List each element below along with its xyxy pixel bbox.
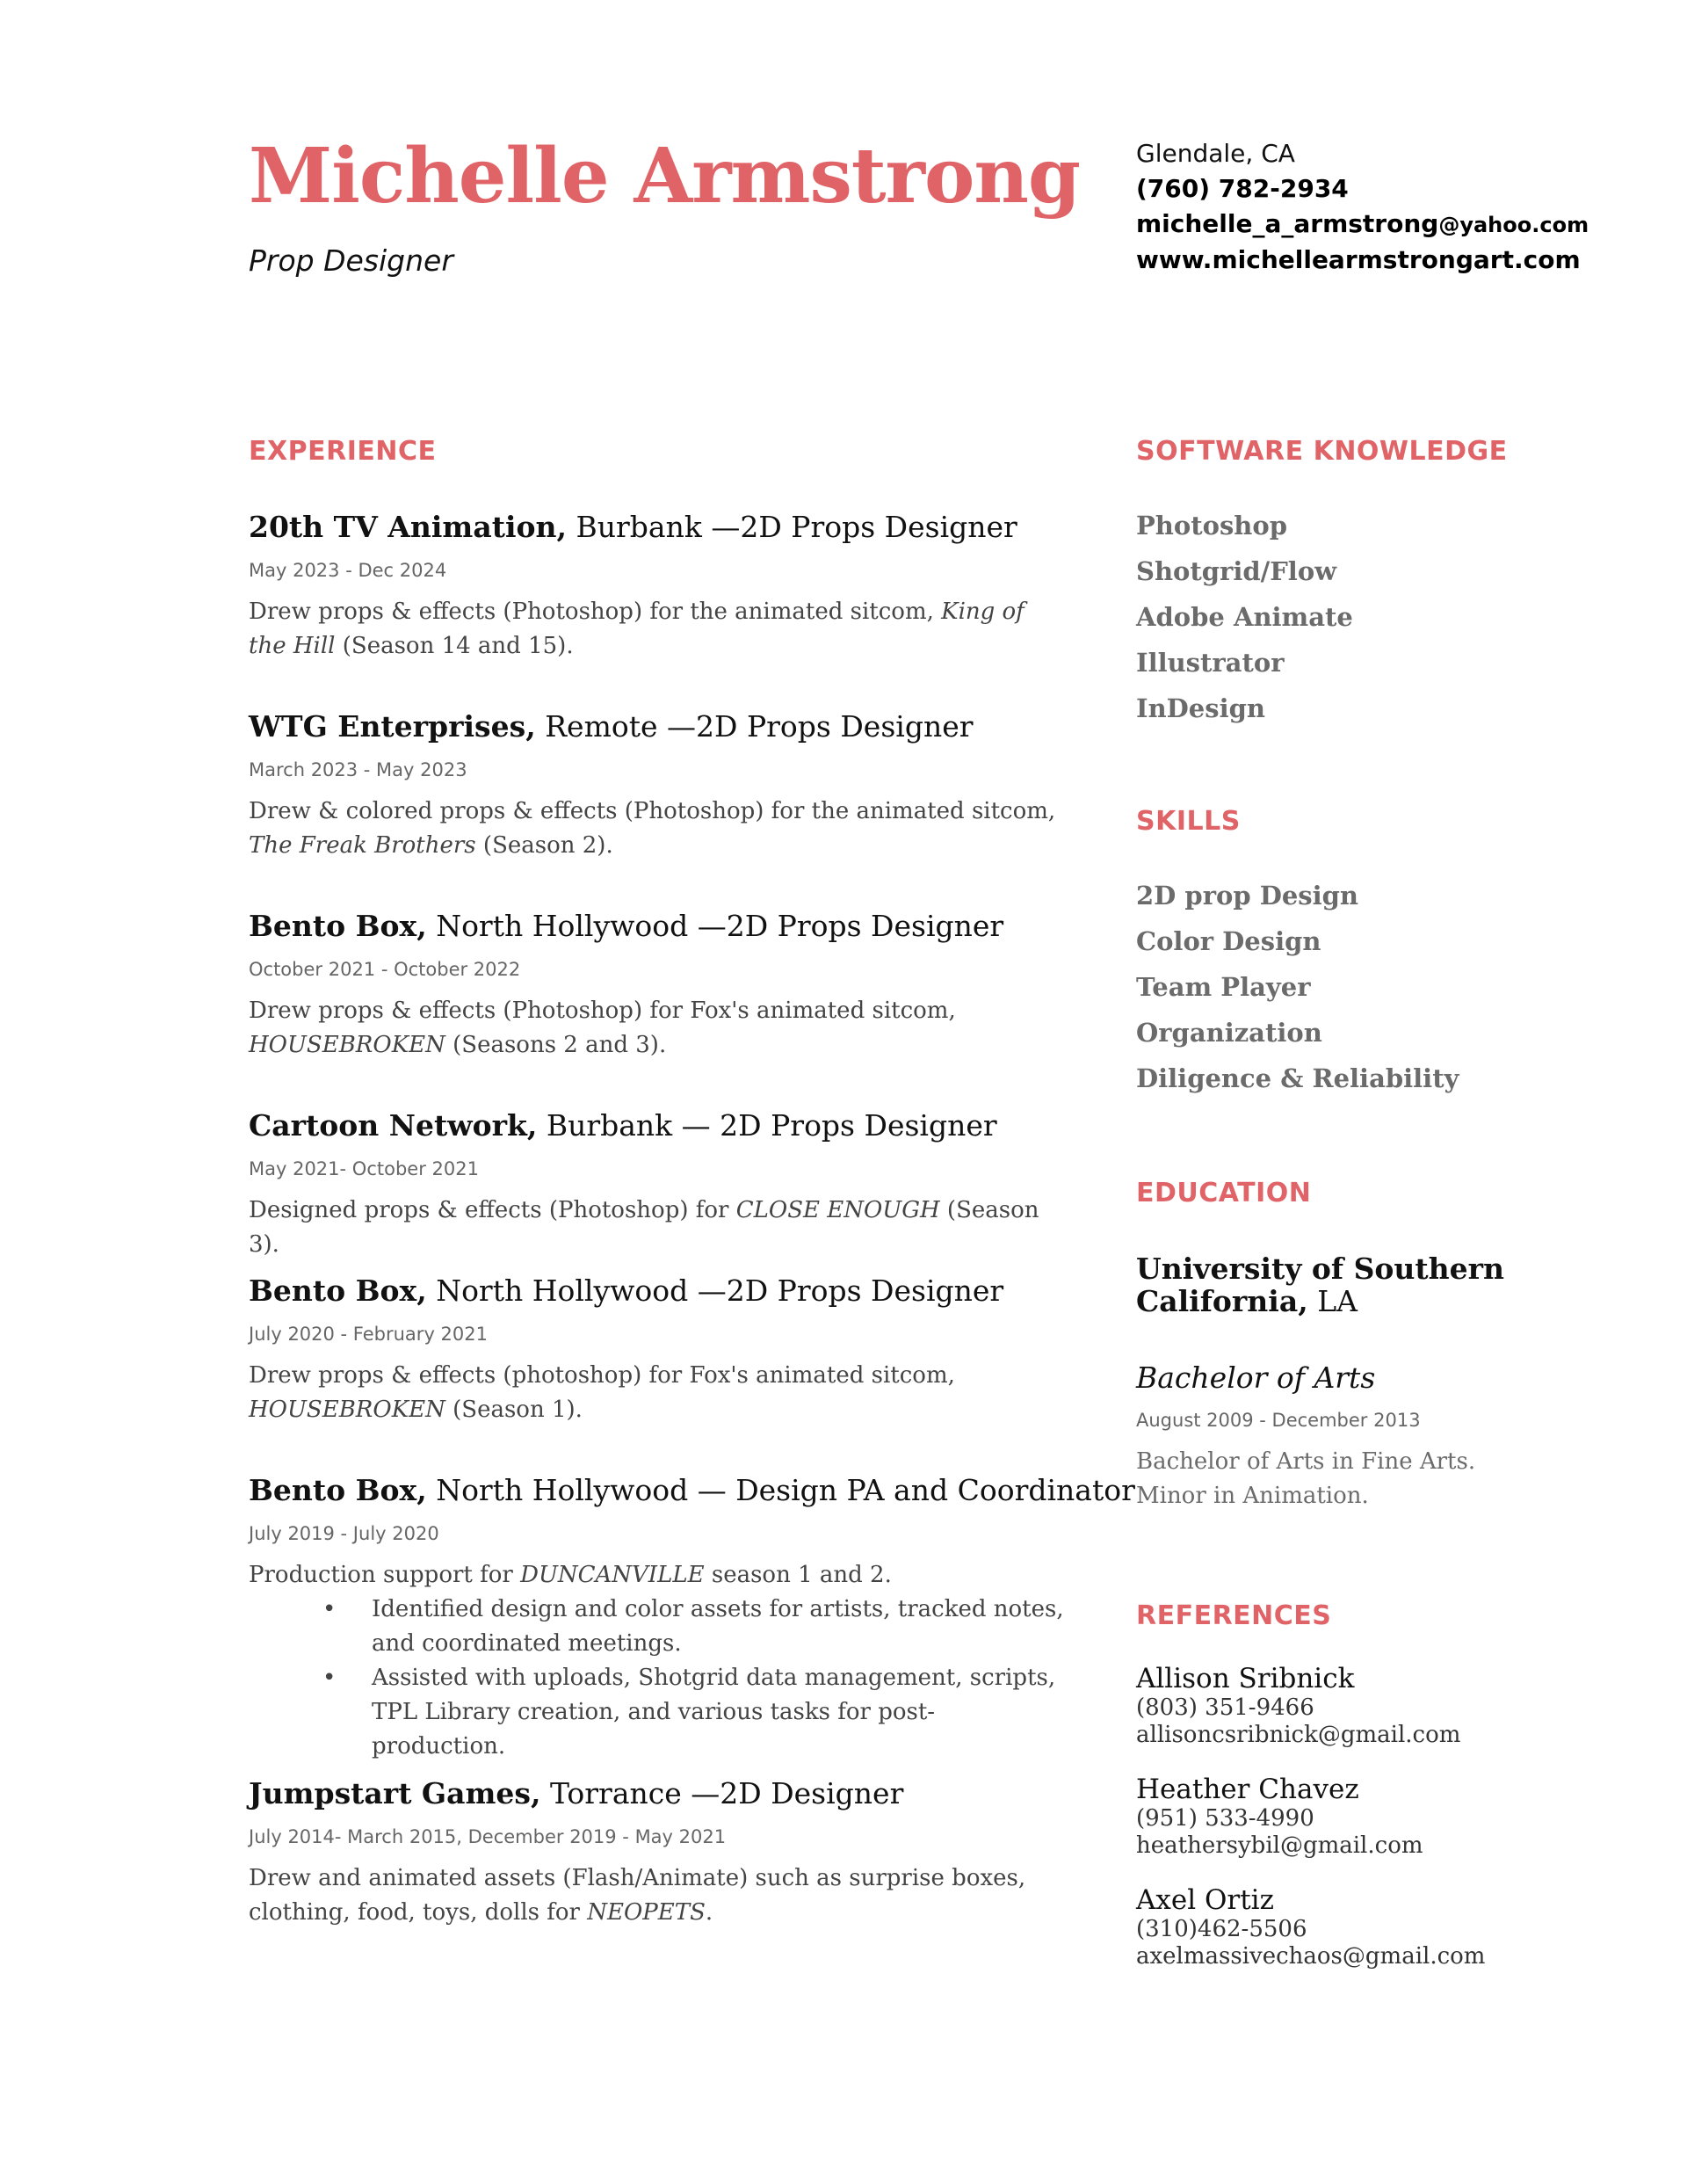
job-dates: May 2023 - Dec 2024 <box>249 560 447 581</box>
reference-email[interactable]: allisoncsribnick@gmail.com <box>1136 1722 1461 1748</box>
list-item: Adobe Animate <box>1136 602 1353 632</box>
job-entry <box>249 1108 1066 1262</box>
job-title <box>249 1473 1135 1507</box>
job-description: Designed props & effects (Photoshop) for CLOSE ENOUGH (Season 3). <box>249 1197 1039 1258</box>
candidate-name: Michelle Armstrong <box>249 132 1080 221</box>
job-company: Bento Box, <box>249 1473 427 1507</box>
job-description: Drew props & effects (Photoshop) for the animated sitcom, King of the Hill (Season 14 and 15). <box>249 599 1025 659</box>
job-dates: July 2014- March 2015, December 2019 - May 2021 <box>249 1826 727 1847</box>
job-location-role: North Hollywood — Design PA and Coordinator <box>426 1473 1135 1507</box>
list-item: • Assisted with uploads, Shotgrid data management, scripts, TPL Library creation, and various tasks for post-production. <box>372 1661 1066 1764</box>
reference-entry <box>1136 1884 1663 1970</box>
reference-phone: (951) 533-4990 <box>1136 1805 1314 1832</box>
job-title <box>249 709 1066 744</box>
job-company: WTG Enterprises, <box>249 709 536 744</box>
job-company: Jumpstart Games, <box>249 1776 541 1810</box>
list-item: • Identified design and color assets for artists, tracked notes, and coordinated meetings. <box>372 1593 1066 1661</box>
job-dates: March 2023 - May 2023 <box>249 759 467 780</box>
contact-phone: (760) 782-2934 <box>1136 174 1349 203</box>
job-entry <box>249 1273 1066 1427</box>
reference-phone: (803) 351-9466 <box>1136 1694 1314 1721</box>
job-location-role: North Hollywood —2D Props Designer <box>426 1273 1004 1308</box>
contact-location: Glendale, CA <box>1136 139 1295 168</box>
list-item: Organization <box>1136 1018 1322 1048</box>
skills-heading: SKILLS <box>1136 806 1241 837</box>
skills-list <box>1136 873 1663 1101</box>
job-company: Bento Box, <box>249 909 427 943</box>
contact-website[interactable]: www.michellearmstrongart.com <box>1136 245 1581 274</box>
job-title <box>249 510 1066 544</box>
software-heading: SOFTWARE KNOWLEDGE <box>1136 436 1508 467</box>
list-item: InDesign <box>1136 693 1265 723</box>
references-heading: REFERENCES <box>1136 1600 1332 1631</box>
job-entry <box>249 709 1066 863</box>
job-location-role: Burbank — 2D Props Designer <box>537 1108 997 1143</box>
job-bullet-list <box>249 1593 1066 1764</box>
job-description: Production support for DUNCANVILLE season 1 and 2. <box>249 1562 892 1588</box>
job-location-role: Remote —2D Props Designer <box>535 709 974 744</box>
education-dates: August 2009 - December 2013 <box>1136 1410 1421 1431</box>
contact-email-domain: @yahoo.com <box>1438 213 1589 237</box>
job-dates: July 2020 - February 2021 <box>249 1324 488 1345</box>
reference-name: Allison Sribnick <box>1136 1663 1355 1694</box>
contact-email[interactable] <box>1136 207 1663 243</box>
software-list <box>1136 503 1663 731</box>
candidate-role: Prop Designer <box>249 243 453 278</box>
education-description: Bachelor of Arts in Fine Arts. Minor in Animation. <box>1136 1448 1476 1509</box>
job-title <box>249 1273 1066 1308</box>
job-company: Bento Box, <box>249 1273 427 1308</box>
job-entry <box>249 510 1066 664</box>
job-company: 20th TV Animation, <box>249 510 568 544</box>
job-entry <box>249 1776 1066 1930</box>
job-description: Drew props & effects (Photoshop) for Fox's animated sitcom, HOUSEBROKEN (Seasons 2 and 3). <box>249 998 956 1058</box>
contact-email-user: michelle_a_armstrong <box>1136 209 1439 238</box>
reference-email[interactable]: heathersybil@gmail.com <box>1136 1832 1423 1859</box>
job-dates: October 2021 - October 2022 <box>249 959 521 980</box>
job-location-role: North Hollywood —2D Props Designer <box>426 909 1004 943</box>
reference-entry <box>1136 1774 1663 1860</box>
list-item: 2D prop Design <box>1136 881 1358 911</box>
job-title <box>249 1108 1066 1143</box>
reference-entry <box>1136 1663 1663 1749</box>
job-title <box>249 909 1066 943</box>
education-degree: Bachelor of Arts <box>1136 1360 1376 1395</box>
reference-name: Heather Chavez <box>1136 1774 1359 1805</box>
reference-email[interactable]: axelmassivechaos@gmail.com <box>1136 1943 1486 1970</box>
job-company: Cartoon Network, <box>249 1108 538 1143</box>
list-item: Illustrator <box>1136 648 1285 678</box>
reference-name: Axel Ortiz <box>1136 1884 1274 1916</box>
job-title <box>249 1776 1066 1810</box>
experience-heading: EXPERIENCE <box>249 436 437 467</box>
job-dates: July 2019 - July 2020 <box>249 1523 439 1544</box>
list-item: Color Design <box>1136 926 1321 956</box>
list-item: Photoshop <box>1136 511 1288 541</box>
job-entry <box>249 909 1066 1063</box>
job-entry <box>249 1473 1135 1764</box>
education-school: University of Southern California, LA <box>1136 1252 1505 1318</box>
job-description: Drew props & effects (photoshop) for Fox's animated sitcom, HOUSEBROKEN (Season 1). <box>249 1362 955 1423</box>
contact-block <box>1136 136 1663 278</box>
job-description: Drew & colored props & effects (Photoshop) for the animated sitcom, The Freak Brothers (Season 2). <box>249 798 1056 859</box>
list-item: Diligence & Reliability <box>1136 1063 1459 1093</box>
reference-phone: (310)462-5506 <box>1136 1916 1307 1942</box>
education-heading: EDUCATION <box>1136 1178 1312 1208</box>
job-description: Drew and animated assets (Flash/Animate) such as surprise boxes, clothing, food, toys, dolls for NEOPETS. <box>249 1865 1026 1926</box>
job-location-role: Torrance —2D Designer <box>540 1776 904 1810</box>
list-item: Team Player <box>1136 972 1311 1002</box>
job-dates: May 2021- October 2021 <box>249 1158 479 1179</box>
list-item: Shotgrid/Flow <box>1136 556 1337 586</box>
job-location-role: Burbank —2D Props Designer <box>567 510 1017 544</box>
